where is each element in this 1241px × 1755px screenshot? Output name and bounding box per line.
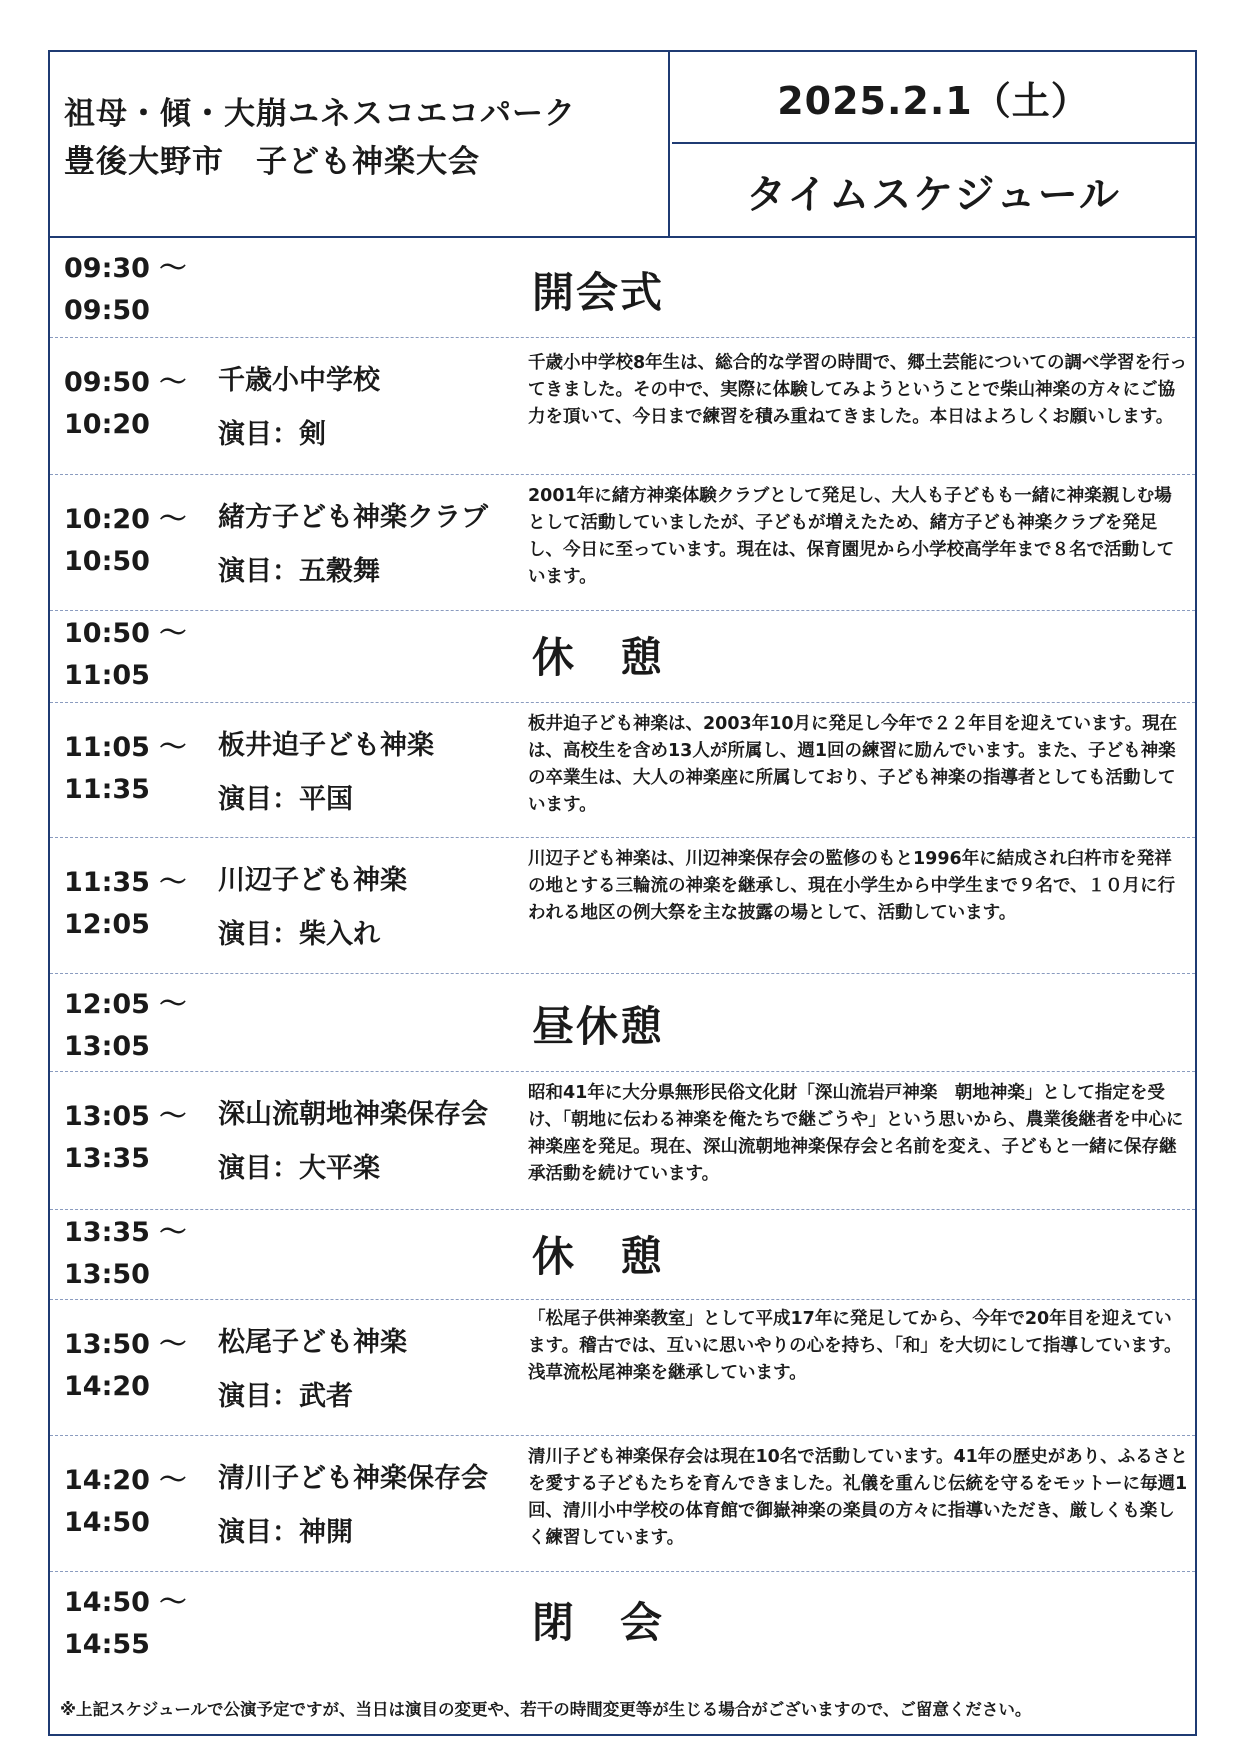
start-time: 11:05 ～ bbox=[64, 732, 187, 763]
group-name: 千歳小中学校 bbox=[218, 365, 380, 396]
end-time: 14:50 bbox=[64, 1507, 150, 1538]
time-range bbox=[64, 1460, 186, 1544]
event-title bbox=[50, 52, 670, 236]
event-label: 閉 会 bbox=[532, 1598, 665, 1647]
title-line-2: 豊後大野市 子ども神楽大会 bbox=[64, 144, 480, 180]
time-range bbox=[64, 362, 186, 446]
time-range bbox=[64, 1096, 186, 1180]
event-date: 2025.2.1（土） bbox=[672, 52, 1195, 144]
schedule-row bbox=[50, 1072, 1195, 1210]
group-description: 川辺子ども神楽は、川辺神楽保存会の監修のもと1996年に結成され臼杵市を発祥の地とする三輪流の神楽を継承し、現在小学生から中学生まで９名で、１０月に行われる地区の例大祭を主な披露の場として、活動しています。 bbox=[528, 849, 1176, 923]
schedule-row bbox=[50, 838, 1195, 974]
end-time: 10:20 bbox=[64, 409, 150, 440]
group-name: 川辺子ども神楽 bbox=[218, 865, 407, 896]
schedule-row bbox=[50, 974, 1195, 1072]
group-name: 板井迫子ども神楽 bbox=[218, 730, 434, 761]
schedule-row bbox=[50, 1436, 1195, 1572]
time-range bbox=[64, 613, 186, 697]
time-range bbox=[64, 984, 186, 1068]
end-time: 14:20 bbox=[64, 1371, 150, 1402]
header bbox=[50, 52, 1195, 238]
time-range bbox=[64, 499, 186, 583]
start-time: 10:20 ～ bbox=[64, 504, 187, 535]
end-time: 13:35 bbox=[64, 1143, 150, 1174]
group-name: 松尾子ども神楽 bbox=[218, 1327, 407, 1358]
schedule-row bbox=[50, 338, 1195, 475]
group-description: 昭和41年に大分県無形民俗文化財「深山流岩戸神楽 朝地神楽」として指定を受け、「朝地に伝わる神楽を俺たちで継ごうや」という思いから、農業後継者を中心に神楽座を発足。現在、深山流朝地神楽保存会と名前を変え、子どもと一緒に保存継承活動を続けています。 bbox=[528, 1083, 1184, 1184]
start-time: 14:20 ～ bbox=[64, 1465, 187, 1496]
group-description: 千歳小中学校8年生は、総合的な学習の時間で、郷土芸能についての調べ学習を行ってきました。その中で、実際に体験してみようということで柴山神楽の方々にご協力を頂いて、今日まで練習を積み重ねてきました。本日はよろしくお願いします。 bbox=[528, 353, 1187, 427]
schedule-row bbox=[50, 611, 1195, 703]
program-name: 演目：平国 bbox=[218, 784, 353, 815]
group-name: 緒方子ども神楽クラブ bbox=[218, 502, 488, 533]
start-time: 12:05 ～ bbox=[64, 989, 187, 1020]
group-description: 「松尾子供神楽教室」として平成17年に発足してから、今年で20年目を迎えています。稽古では、互いに思いやりの心を持ち、「和」を大切にして指導しています。浅草流松尾神楽を継承しています。 bbox=[528, 1309, 1182, 1383]
footnote: ※上記スケジュールで公演予定ですが、当日は演目の変更や、若干の時間変更等が生じる場合がございますので、ご留意ください。 bbox=[60, 1700, 1032, 1719]
start-time: 11:35 ～ bbox=[64, 867, 187, 898]
time-range bbox=[64, 1582, 186, 1666]
end-time: 12:05 bbox=[64, 909, 150, 940]
group-description: 板井迫子ども神楽は、2003年10月に発足し今年で２２年目を迎えています。現在は、高校生を含め13人が所属し、週1回の練習に励んでいます。また、子ども神楽の卒業生は、大人の神楽座に所属しており、子ども神楽の指導者としても活動しています。 bbox=[528, 714, 1178, 815]
event-label: 開会式 bbox=[532, 268, 665, 317]
end-time: 14:55 bbox=[64, 1629, 150, 1660]
group-description: 2001年に緒方神楽体験クラブとして発足し、大人も子どもも一緒に神楽親しむ場として活動していましたが、子どもが増えたため、緒方子ども神楽クラブを発足し、今日に至っています。現在は、保育園児から小学校高学年まで８名で活動しています。 bbox=[528, 486, 1175, 587]
start-time: 13:50 ～ bbox=[64, 1329, 187, 1360]
title-line-1: 祖母・傾・大崩ユネスコエコパーク bbox=[64, 96, 576, 132]
program-name: 演目：武者 bbox=[218, 1381, 353, 1412]
end-time: 11:35 bbox=[64, 774, 150, 805]
start-time: 10:50 ～ bbox=[64, 618, 187, 649]
time-range bbox=[64, 1324, 186, 1408]
schedule-row bbox=[50, 475, 1195, 611]
end-time: 09:50 bbox=[64, 295, 150, 326]
group-name: 深山流朝地神楽保存会 bbox=[218, 1099, 488, 1130]
schedule-row bbox=[50, 1572, 1195, 1668]
program-name: 演目：神開 bbox=[218, 1517, 353, 1548]
schedule-heading: タイムスケジュール bbox=[746, 171, 1121, 218]
group-name: 清川子ども神楽保存会 bbox=[218, 1463, 488, 1494]
time-range bbox=[64, 248, 186, 332]
event-label: 昼休憩 bbox=[532, 1002, 665, 1051]
schedule-row bbox=[50, 1300, 1195, 1436]
start-time: 14:50 ～ bbox=[64, 1587, 187, 1618]
program-name: 演目：大平楽 bbox=[218, 1153, 380, 1184]
schedule-frame bbox=[48, 50, 1197, 1736]
time-range bbox=[64, 1212, 186, 1296]
end-time: 11:05 bbox=[64, 660, 150, 691]
event-label: 休 憩 bbox=[532, 633, 665, 682]
schedule-row bbox=[50, 703, 1195, 838]
end-time: 13:50 bbox=[64, 1259, 150, 1290]
time-range bbox=[64, 862, 186, 946]
start-time: 13:05 ～ bbox=[64, 1101, 187, 1132]
event-label: 休 憩 bbox=[532, 1232, 665, 1281]
group-description: 清川子ども神楽保存会は現在10名で活動しています。41年の歴史があり、ふるさとを愛する子どもたちを育んできました。礼儀を重んじ伝統を守るをモットーに毎週1回、清川小中学校の体育館で御嶽神楽の楽員の方々に指導いただき、厳しくも楽しく練習しています。 bbox=[528, 1447, 1188, 1548]
program-name: 演目：五穀舞 bbox=[218, 556, 380, 587]
end-time: 13:05 bbox=[64, 1031, 150, 1062]
program-name: 演目：柴入れ bbox=[218, 919, 380, 950]
end-time: 10:50 bbox=[64, 546, 150, 577]
start-time: 13:35 ～ bbox=[64, 1217, 187, 1248]
program-name: 演目：剣 bbox=[218, 419, 326, 450]
time-range bbox=[64, 727, 186, 811]
schedule-row bbox=[50, 238, 1195, 338]
start-time: 09:50 ～ bbox=[64, 367, 187, 398]
start-time: 09:30 ～ bbox=[64, 253, 187, 284]
schedule-table bbox=[50, 238, 1195, 1668]
schedule-row bbox=[50, 1210, 1195, 1300]
